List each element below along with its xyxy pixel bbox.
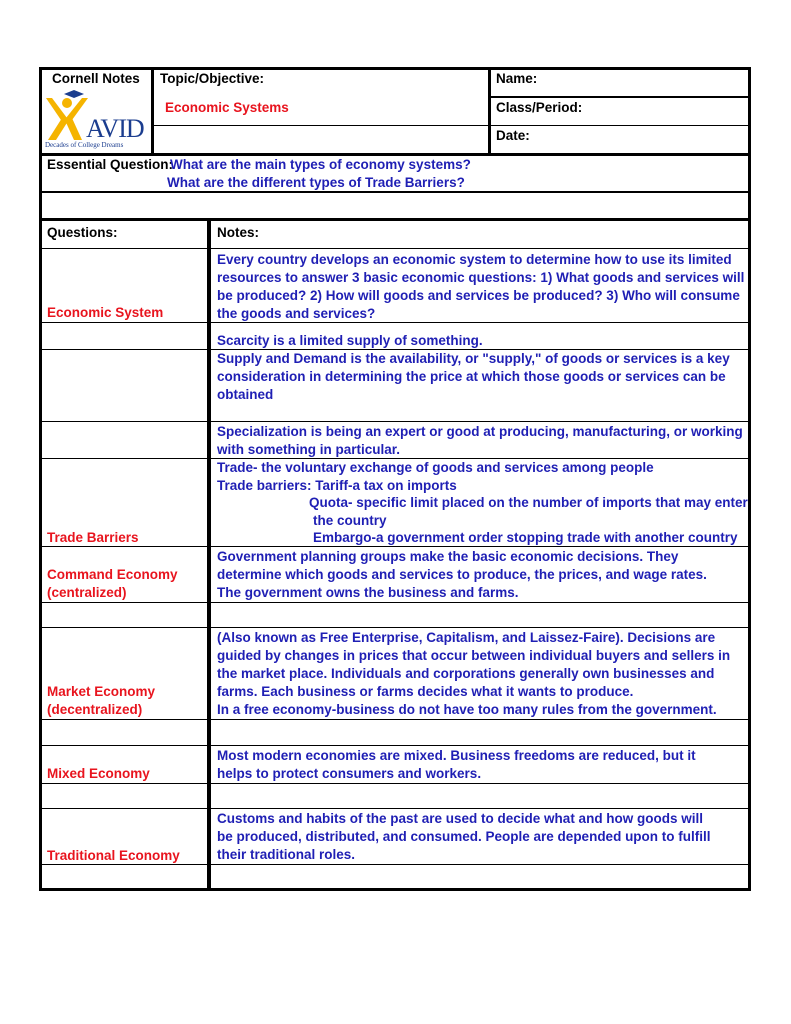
date-label: Date:	[496, 128, 530, 143]
note-mixed-economy: Most modern economies are mixed. Business freedoms are reduced, but it helps to protect consumers and workers.	[217, 748, 696, 781]
divider	[151, 67, 154, 155]
topic-label: Topic/Objective:	[160, 71, 265, 86]
note-market-economy-2: In a free economy-business do not have too many rules from the government.	[217, 702, 717, 717]
note-trade-line: Embargo-a government order stopping trade with another country	[313, 530, 738, 545]
note-specialization: Specialization is being an expert or good at producing, manufacturing, or working with something in particular.	[217, 424, 743, 457]
divider	[39, 783, 750, 784]
avid-brand: AVID	[86, 114, 144, 143]
question-command-economy-sub: (centralized)	[47, 585, 127, 600]
note-market-economy: (Also known as Free Enterprise, Capitalism, and Laissez-Faire). Decisions are guided by changes in prices that occur between individual buyers and sellers in the market place. Individuals and corporations generally own businesses and farms. Each business or farms decides what it wants to produce.	[217, 630, 731, 699]
question-mixed-economy: Mixed Economy	[47, 766, 150, 781]
essential-question-2: What are the different types of Trade Barriers?	[167, 175, 465, 190]
note-scarcity: Scarcity is a limited supply of something.	[217, 333, 483, 348]
class-period-label: Class/Period:	[496, 100, 583, 115]
question-market-economy-sub: (decentralized)	[47, 702, 143, 717]
divider	[207, 218, 211, 891]
question-economic-system: Economic System	[47, 305, 164, 320]
divider	[39, 602, 750, 603]
avid-logo	[44, 88, 148, 150]
note-command-economy: Government planning groups make the basic economic decisions. They determine which goods and services to produce, the prices, and wage rates. The government owns the business and farms.	[217, 549, 707, 600]
topic-value[interactable]: Economic Systems	[165, 100, 289, 115]
divider	[39, 421, 750, 422]
divider	[39, 627, 750, 628]
avid-tagline: Decades of College Dreams	[45, 141, 124, 149]
divider	[39, 808, 750, 809]
questions-header: Questions:	[47, 225, 118, 240]
name-label: Name:	[496, 71, 538, 86]
note-economic-system: Every country develops an economic system to determine how to use its limited resources to answer 3 basic economic questions: 1) What goods and services will be produced? 2) How will goods and services be produced? 3) Who will consume the goods and services?	[217, 252, 745, 321]
frame-bottom	[39, 888, 750, 891]
divider	[488, 96, 750, 98]
divider	[39, 248, 750, 249]
note-supply-demand: Supply and Demand is the availability, or "supply," of goods or services is a key consideration in determining the price at which those goods or services can be obtained	[217, 351, 730, 402]
divider	[39, 745, 750, 746]
divider	[39, 719, 750, 720]
notes-header: Notes:	[217, 225, 260, 240]
frame-top	[39, 67, 750, 70]
note-trade-line: Quota- specific limit placed on the number of imports that may enter	[309, 495, 748, 510]
cornell-notes-label: Cornell Notes	[52, 71, 140, 86]
question-command-economy: Command Economy	[47, 567, 178, 582]
divider	[151, 125, 750, 126]
question-traditional-economy: Traditional Economy	[47, 848, 180, 863]
essential-question-label: Essential Question:	[47, 157, 174, 172]
question-trade-barriers: Trade Barriers	[47, 530, 139, 545]
question-market-economy: Market Economy	[47, 684, 156, 699]
note-trade-line: Trade- the voluntary exchange of goods and services among people	[217, 460, 654, 475]
essential-question-1: What are the main types of economy systems?	[170, 157, 471, 172]
note-trade-line: Trade barriers: Tariff-a tax on imports	[217, 478, 457, 493]
note-traditional-economy: Customs and habits of the past are used to decide what and how goods will be produced, distributed, and consumed. People are depended upon to fulfill their traditional roles.	[217, 811, 711, 862]
divider	[39, 218, 750, 221]
divider	[488, 67, 491, 155]
note-trade-line: the country	[313, 513, 387, 528]
